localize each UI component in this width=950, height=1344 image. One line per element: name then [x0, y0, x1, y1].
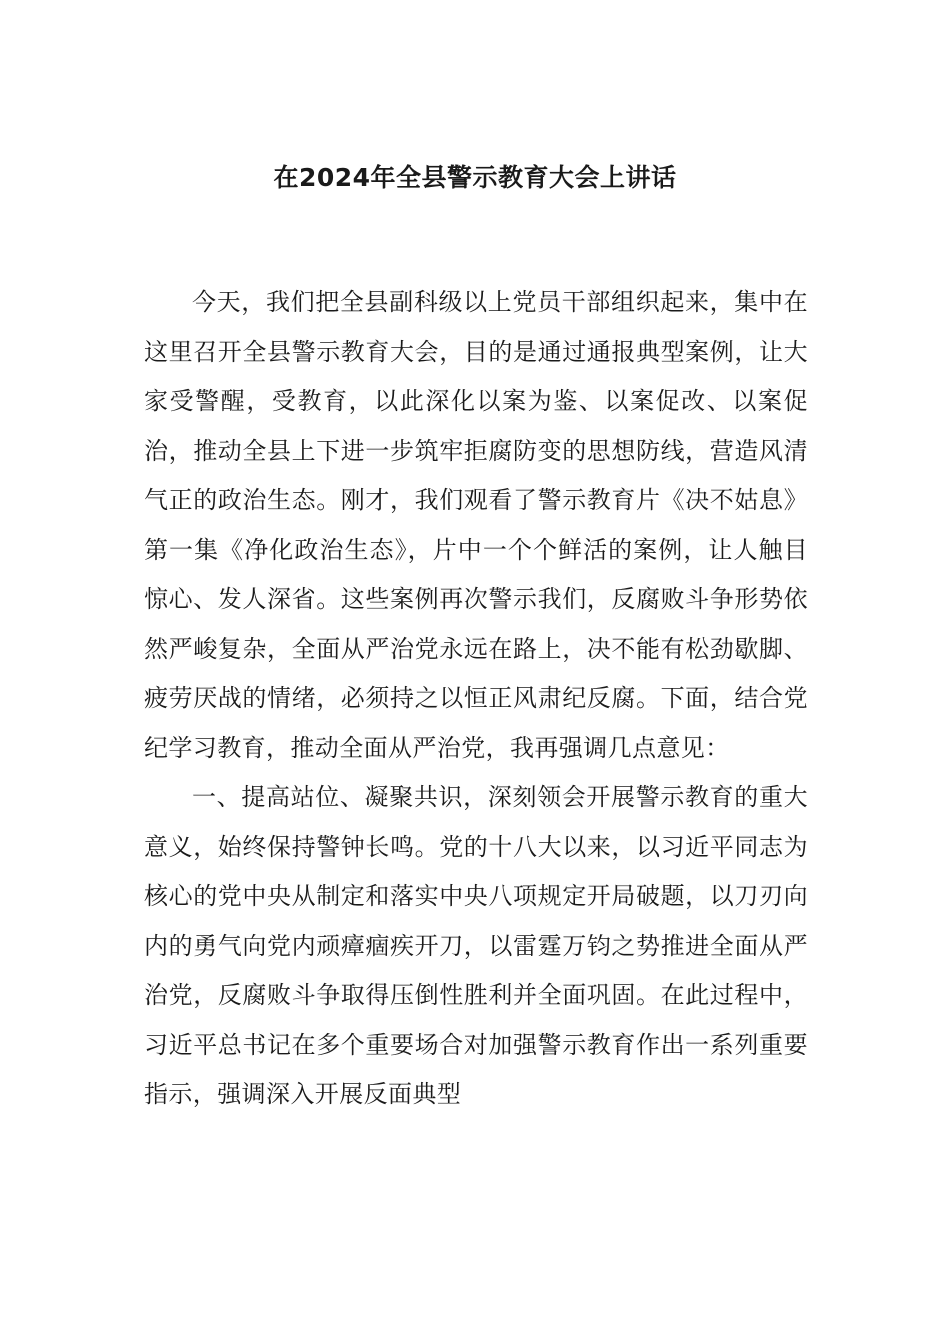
document-body — [144, 278, 808, 1120]
paragraph-section-one: 一、提高站位、凝聚共识，深刻领会开展警示教育的重大意义，始终保持警钟长鸣。党的十八大以来，以习近平同志为核心的党中央从制定和落实中央八项规定开局破题，以刀刃向内的勇气向党内顽瘴痼疾开刀，以雷霆万钧之势推进全面从严治党，反腐败斗争取得压倒性胜利并全面巩固。在此过程中，习近平总书记在多个重要场合对加强警示教育作出一系列重要指示，强调深入开展反面典型 — [144, 783, 808, 1108]
paragraph-intro: 今天，我们把全县副科级以上党员干部组织起来，集中在这里召开全县警示教育大会，目的是通过通报典型案例，让大家受警醒，受教育，以此深化以案为鉴、以案促改、以案促治，推动全县上下进一步筑牢拒腐防变的思想防线，营造风清气正的政治生态。刚才，我们观看了警示教育片《决不姑息》第一集《净化政治生态》，片中一个个鲜活的案例，让人触目惊心、发人深省。这些案例再次警示我们，反腐败斗争形势依然严峻复杂，全面从严治党永远在路上，决不能有松劲歇脚、疲劳厌战的情绪，必须持之以恒正风肃纪反腐。下面，结合党纪学习教育，推动全面从严治党，我再强调几点意见： — [144, 288, 808, 762]
document-title: 在2024年全县警示教育大会上讲话 — [273, 163, 677, 192]
